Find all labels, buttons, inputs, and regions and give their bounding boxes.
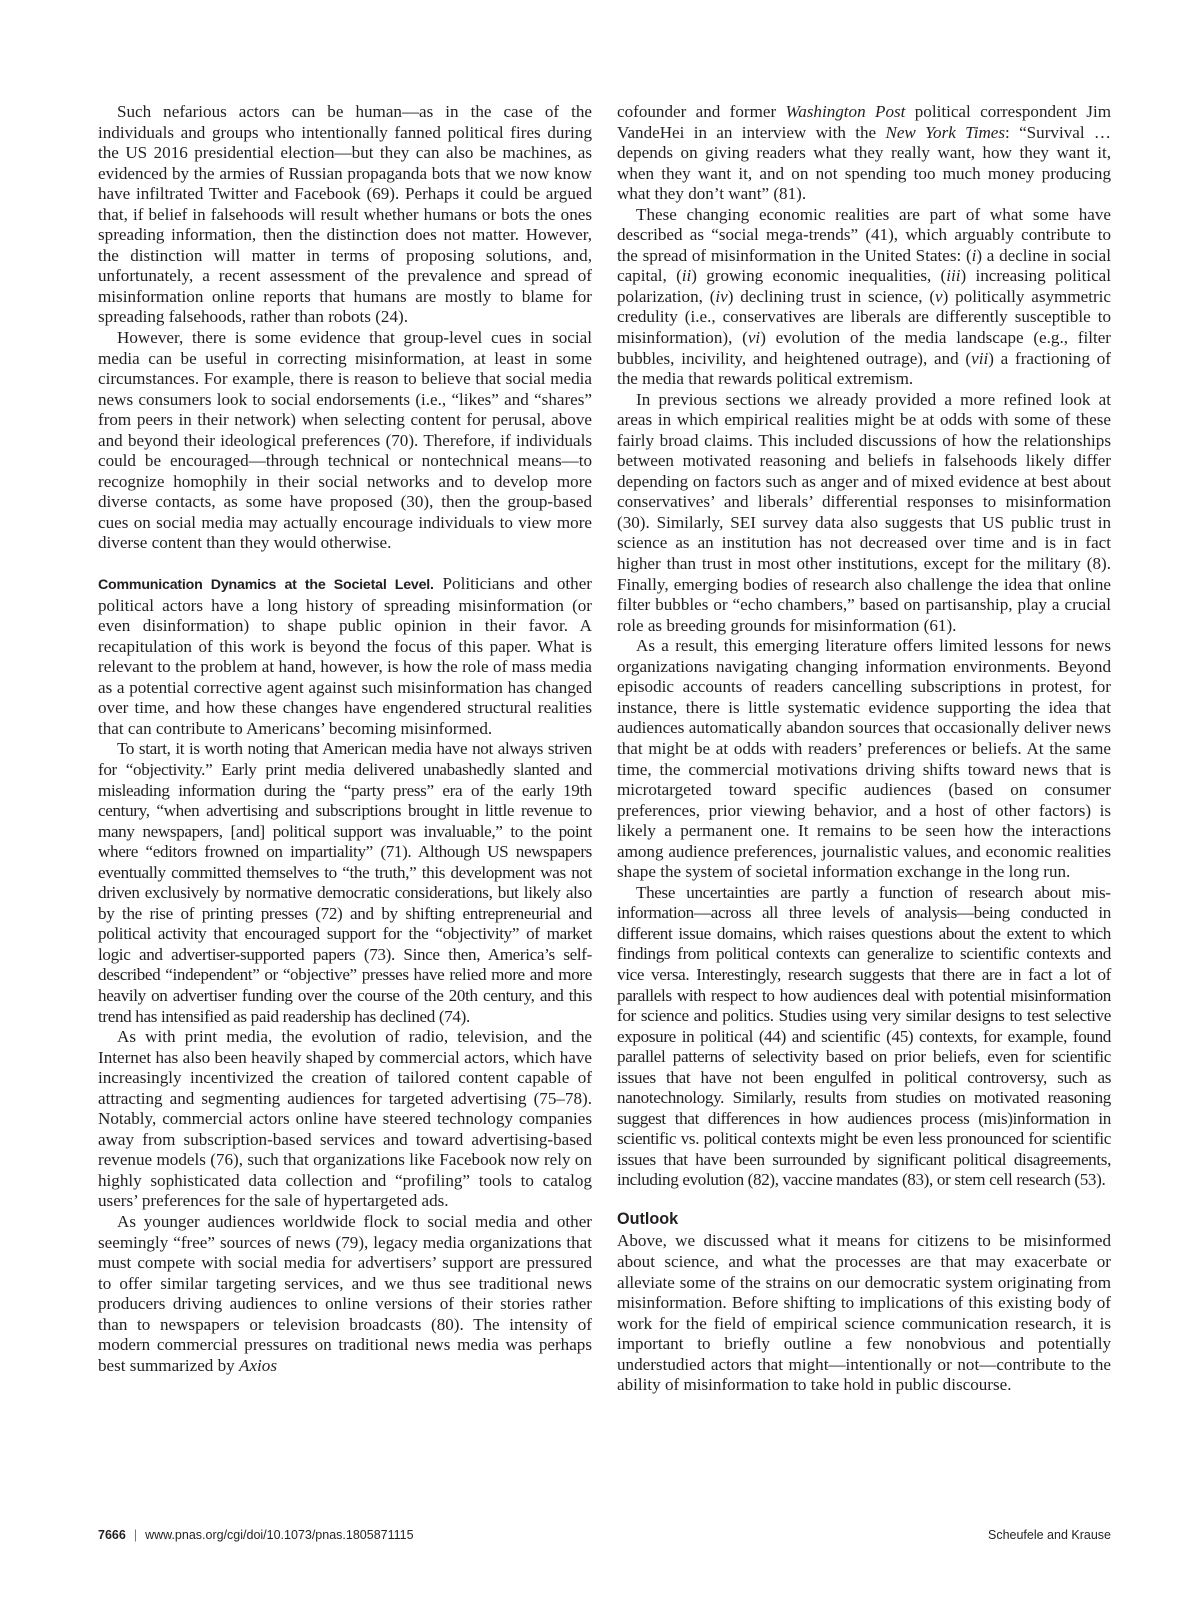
- paragraph-text: In previous sections we already provided a more refined look at areas in which empirical realities might be at odds with some of these fairly broad claims. This included discussions of how the relationships between motivated reasoning and beliefs in falsehoods likely differ depending on factors such as anger and of mixed evidence at best about conservatives’ and liberals’ differential responses to misinformation (30). Similarly, SEI survey data also suggests that US public trust in science as an institution has not decreased over time and is in fact higher than trust in most other institutions, except for the military (8). Finally, emerging bodies of research also challenge the idea that online filter bubbles or “echo chambers,” based on partisanship, play a crucial role as breeding grounds for misinformation (61).: [617, 389, 1111, 635]
- paragraph-text: ) declining trust in science, (: [727, 286, 936, 306]
- paragraph-text: ) increasing political polarization, (: [617, 266, 1112, 306]
- paragraph: [98, 328, 592, 554]
- running-authors: Scheufele and Krause: [987, 1528, 1111, 1542]
- doi-link[interactable]: www.pnas.org/cgi/doi/10.1073/pnas.1805871115: [145, 1528, 414, 1542]
- paragraph-text: As younger audiences worldwide flock to social media and other seemingly “free” sources of news (79), legacy media organizations that must compete with social media for advertisers’ support are pressured to offer similar targeting services, and we thus see traditional news producers driving audiences to online versions of their stories rather than to newspapers or television broadcasts (80). The intensity of modern commercial pressures on traditional news media was perhaps best summarized by: [98, 1211, 592, 1375]
- paragraph-text: ) a decline in social capital, (: [617, 245, 1111, 286]
- paragraph-text: Above, we discussed what it means for citizens to be misinformed about science, and what the processes are that may exacerbate or alleviate some of the strains on our democratic system originating from misinformation. Before shifting to implications of this existing body of work for the field of empirical science communication research, it is important to briefly outline a few nonobvious and potentially understudied actors that might—intentionally or not—contribute to the ability of misinformation to take hold in public discourse.: [617, 1231, 1111, 1395]
- italic-text: Axios: [239, 1355, 277, 1375]
- paragraph-text: However, there is some evidence that group-level cues in social media can be useful in correcting misinformation, at least in some circumstances. For example, there is reason to believe that social media news consumers look to social endorsements (i.e., “likes” and “shares” from peers in their network) when selecting content for perusal, above and beyond their ideological preferences (70). Therefore, if individuals could be encouraged—through technical or nontechnical means—to recognize homophily in their social networks and to develop more diverse contacts, as some have proposed (30), then the group-based cues on social media may actually encourage individuals to view more diverse content than they would otherwise.: [98, 328, 592, 553]
- paragraph-text: These changing economic realities are part of what some have described as “social mega-trends” (41), which arguably contribute to the spread of misinformation in the United States: (: [617, 204, 1111, 265]
- list-marker: v: [935, 286, 943, 306]
- paragraph-text: ) a fractioning of the media that rewards political extremism.: [617, 348, 1111, 389]
- page-footer: [98, 1528, 1111, 1546]
- paragraph-text: Politicians and other political actors have a long history of spreading misinformation (or even disinformation) to shape public opinion in their favor. A recapitulation of this work is beyond the focus of this paper. What is relevant to the problem at hand, however, is how the role of mass media as a potential corrective agent against such misinformation has changed over time, and how these changes have engendered structural realities that can contribute to Americans’ becoming misinformed.: [98, 574, 592, 738]
- paragraph: [617, 102, 1111, 205]
- list-marker: i: [971, 245, 977, 265]
- paragraph: [98, 102, 592, 328]
- paragraph: [98, 1212, 592, 1376]
- list-marker: vi: [747, 328, 761, 348]
- paragraph-text: cofounder and former: [617, 102, 786, 121]
- paragraph: [617, 636, 1111, 883]
- list-marker: iv: [715, 286, 728, 306]
- paragraph: [617, 390, 1111, 637]
- list-marker: iii: [946, 266, 961, 286]
- list-marker: vii: [971, 348, 989, 368]
- paragraph: [98, 574, 592, 739]
- paragraph-text: To start, it is worth noting that American media have not always striven for “objectivity.” Early print media delivered unabashedly slanted and misleading information during the “party press” era of the early 19th century, “when advertising and subscriptions brought in little revenue to many newspapers, [and] political support was invaluable,” to the point where “editors frowned on impartiality” (71). Although US newspapers eventually committed themselves to “the truth,” this development was not driven exclusively by normative democratic considerations, but likely also by the rise of printing presses (72) and by shifting entrepreneurial and political activity that encouraged support for the “objectivity” of market logic and advertiser-supported papers (73). Since then, America’s self-described “independent” or “objective” presses have relied more and more heavily on advertiser funding over the course of the 20th century, and this trend has intensified as paid readership has declined (74).: [98, 739, 592, 1026]
- paragraph-text: Such nefarious actors can be human—as in the case of the individuals and groups who intentionally fanned political fires during the US 2016 presidential election—but they can also be machines, as evidenced by the armies of Russian propaganda bots that we now know have infiltrated Twitter and Facebook (69). Perhaps it could be argued that, if belief in falsehoods will result whether humans or bots the ones spreading information, then the distinction does not matter. However, the distinction will matter in terms of proposing solutions, and, unfortunately, a recent assessment of the prevalence and spread of misinformation online reports that humans are mostly to blame for spreading falsehoods, rather than robots (24).: [98, 102, 592, 327]
- subsection-heading: Communication Dynamics at the Societal Level.: [98, 577, 434, 594]
- paragraph-text: As a result, this emerging literature offers limited lessons for news organizations navigating changing information environments. Beyond episodic accounts of readers cancelling subscriptions in protest, for instance, there is little systematic evidence supporting the idea that audiences automatically abandon sources that occasionally deliver news that might be at odds with readers’ preferences or beliefs. At the same time, the commercial motivations driving shifts toward news that is microtargeted toward specific audiences (based on consumer preferences, prior viewing behavior, and a host of other factors) is likely a permanent one. It remains to be seen how the interactions among audience preferences, journalistic values, and economic realities shape the system of societal information exchange in the long run.: [617, 636, 1111, 882]
- paragraph-text: These uncertainties are partly a function of research about misinformation—across all three levels of analysis—being conducted in different issue domains, which raises questions about the extent to which findings from political contexts can generalize to scientific contexts and vice versa. Interestingly, research suggests that there are in fact a lot of parallels with respect to how audiences deal with potential misinformation for science and politics. Studies using very similar designs to test selective exposure in political (44) and scientific (45) contexts, for example, found parallel patterns of selectivity based on prior beliefs, even for scientific issues that have not been engulfed in political controversy, such as nanotechnology. Similarly, results from studies on motivated reasoning suggest that differences in how audiences process (mis)information in scientific vs. political contexts might be even less pronounced for scientific issues that have been surrounded by significant political disagreements, including evolution (82), vaccine mandates (83), or stem cell research (53).: [617, 882, 1111, 1190]
- paragraph-text: ) evolution of the media landscape (e.g., filter bubbles, incivility, and heightened outrage), and (: [617, 328, 1111, 368]
- list-marker: ii: [681, 266, 692, 286]
- page-number: 7666: [98, 1528, 126, 1542]
- footer-separator: |: [133, 1528, 138, 1542]
- paragraph: [617, 883, 1111, 1191]
- paragraph-text: : “Survival … depends on giving readers what they really want, how they want it, when they want it, and on not spending too much money producing what they don’t want” (81).: [617, 122, 1111, 204]
- section-heading-outlook: Outlook: [617, 1209, 679, 1228]
- italic-text: New York Times: [885, 122, 1006, 142]
- italic-text: Washington Post: [785, 102, 906, 121]
- right-column: [617, 102, 1111, 1396]
- paragraph: [617, 205, 1111, 390]
- paragraph-text: As with print media, the evolution of radio, television, and the Internet has also been heavily shaped by commercial actors, which have increasingly incentivized the creation of tailored content capable of attracting and segmenting audiences for targeted advertising (75–78). Notably, commercial actors online have steered technology companies away from subscription-based services and toward advertising-based revenue models (76), such that organizations like Facebook now rely on highly sophisticated data collection and “profiling” tools to catalog users’ preferences for the sale of hypertargeted ads.: [98, 1027, 592, 1211]
- paragraph-text: ) politically asymmetric credulity (i.e., conservatives are liberals are differently susceptible to misinformation), (: [617, 286, 1111, 348]
- paragraph: [617, 1231, 1111, 1395]
- paragraph-text: political correspondent Jim VandeHei in an interview with the: [617, 102, 1111, 142]
- paragraph: [98, 739, 592, 1027]
- paragraph-text: ) growing economic inequalities, (: [691, 266, 947, 286]
- paragraph: [98, 1027, 592, 1212]
- left-column: [98, 102, 592, 1376]
